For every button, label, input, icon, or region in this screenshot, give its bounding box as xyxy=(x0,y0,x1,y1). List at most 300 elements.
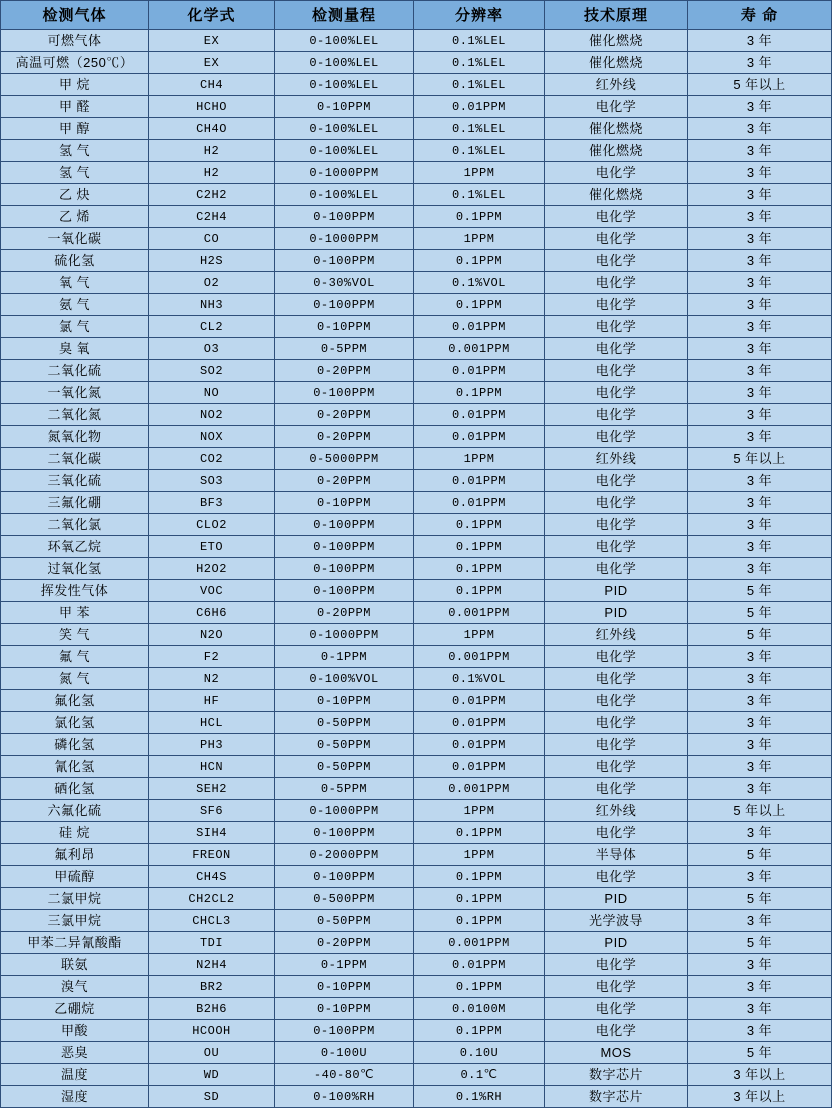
cell-range: 0-5PPM xyxy=(275,338,414,360)
cell-gas: 甲硫醇 xyxy=(1,866,149,888)
cell-formula: HCL xyxy=(149,712,275,734)
column-header-gas: 检测气体 xyxy=(1,1,149,30)
cell-gas: 乙硼烷 xyxy=(1,998,149,1020)
cell-range: 0-100PPM xyxy=(275,206,414,228)
cell-gas: 氟利昂 xyxy=(1,844,149,866)
cell-resolution: 0.001PPM xyxy=(414,602,545,624)
cell-formula: SD xyxy=(149,1086,275,1108)
cell-gas: 氟 气 xyxy=(1,646,149,668)
cell-principle: 电化学 xyxy=(545,536,688,558)
cell-resolution: 0.1PPM xyxy=(414,558,545,580)
cell-lifetime: 5 年 xyxy=(688,602,832,624)
cell-formula: SIH4 xyxy=(149,822,275,844)
cell-resolution: 0.01PPM xyxy=(414,426,545,448)
cell-resolution: 0.1PPM xyxy=(414,536,545,558)
cell-principle: 电化学 xyxy=(545,426,688,448)
cell-range: 0-100U xyxy=(275,1042,414,1064)
cell-formula: BR2 xyxy=(149,976,275,998)
table-row xyxy=(1,316,832,338)
table-row xyxy=(1,844,832,866)
table-row xyxy=(1,778,832,800)
cell-formula: F2 xyxy=(149,646,275,668)
table-row xyxy=(1,580,832,602)
cell-resolution: 0.1%LEL xyxy=(414,140,545,162)
cell-gas: 恶臭 xyxy=(1,1042,149,1064)
cell-range: 0-5000PPM xyxy=(275,448,414,470)
cell-gas: 一氧化氮 xyxy=(1,382,149,404)
cell-principle: 电化学 xyxy=(545,954,688,976)
cell-formula: CO xyxy=(149,228,275,250)
cell-lifetime: 3 年 xyxy=(688,140,832,162)
cell-gas: 氰化氢 xyxy=(1,756,149,778)
cell-gas: 氮氧化物 xyxy=(1,426,149,448)
table-row xyxy=(1,404,832,426)
cell-gas: 二氧化氯 xyxy=(1,514,149,536)
table-row xyxy=(1,624,832,646)
cell-formula: O3 xyxy=(149,338,275,360)
cell-lifetime: 5 年 xyxy=(688,888,832,910)
cell-resolution: 0.1%LEL xyxy=(414,52,545,74)
cell-gas: 磷化氢 xyxy=(1,734,149,756)
cell-principle: 电化学 xyxy=(545,646,688,668)
cell-formula: CH4 xyxy=(149,74,275,96)
cell-lifetime: 3 年 xyxy=(688,52,832,74)
cell-lifetime: 3 年以上 xyxy=(688,1086,832,1108)
cell-lifetime: 5 年 xyxy=(688,932,832,954)
table-row xyxy=(1,272,832,294)
cell-resolution: 0.01PPM xyxy=(414,316,545,338)
table-row xyxy=(1,932,832,954)
cell-formula: NO2 xyxy=(149,404,275,426)
cell-resolution: 0.01PPM xyxy=(414,470,545,492)
cell-resolution: 0.0100M xyxy=(414,998,545,1020)
table-row xyxy=(1,1064,832,1086)
cell-resolution: 0.001PPM xyxy=(414,338,545,360)
cell-gas: 溴气 xyxy=(1,976,149,998)
cell-range: 0-50PPM xyxy=(275,712,414,734)
table-row xyxy=(1,756,832,778)
cell-range: 0-1000PPM xyxy=(275,162,414,184)
cell-range: 0-1PPM xyxy=(275,954,414,976)
cell-principle: MOS xyxy=(545,1042,688,1064)
cell-principle: 光学波导 xyxy=(545,910,688,932)
cell-formula: VOC xyxy=(149,580,275,602)
cell-lifetime: 3 年 xyxy=(688,184,832,206)
cell-gas: 挥发性气体 xyxy=(1,580,149,602)
cell-principle: 数字芯片 xyxy=(545,1064,688,1086)
cell-formula: B2H6 xyxy=(149,998,275,1020)
cell-resolution: 0.10U xyxy=(414,1042,545,1064)
cell-resolution: 0.1PPM xyxy=(414,294,545,316)
cell-gas: 温度 xyxy=(1,1064,149,1086)
table-row xyxy=(1,294,832,316)
cell-lifetime: 5 年 xyxy=(688,580,832,602)
cell-resolution: 1PPM xyxy=(414,448,545,470)
cell-resolution: 0.1PPM xyxy=(414,976,545,998)
cell-formula: N2H4 xyxy=(149,954,275,976)
cell-principle: 数字芯片 xyxy=(545,1086,688,1108)
cell-principle: 电化学 xyxy=(545,866,688,888)
cell-range: 0-10PPM xyxy=(275,690,414,712)
cell-gas: 氯化氢 xyxy=(1,712,149,734)
cell-formula: CH4O xyxy=(149,118,275,140)
cell-formula: HCOOH xyxy=(149,1020,275,1042)
cell-resolution: 1PPM xyxy=(414,844,545,866)
cell-range: 0-100%LEL xyxy=(275,118,414,140)
cell-range: 0-100PPM xyxy=(275,514,414,536)
cell-range: 0-50PPM xyxy=(275,734,414,756)
cell-lifetime: 3 年 xyxy=(688,96,832,118)
cell-range: 0-10PPM xyxy=(275,316,414,338)
cell-gas: 甲 醛 xyxy=(1,96,149,118)
cell-range: 0-100%RH xyxy=(275,1086,414,1108)
cell-formula: PH3 xyxy=(149,734,275,756)
cell-lifetime: 3 年 xyxy=(688,294,832,316)
cell-lifetime: 3 年 xyxy=(688,646,832,668)
cell-formula: HF xyxy=(149,690,275,712)
table-row xyxy=(1,448,832,470)
cell-gas: 三氯甲烷 xyxy=(1,910,149,932)
cell-lifetime: 3 年 xyxy=(688,558,832,580)
cell-range: 0-1000PPM xyxy=(275,800,414,822)
cell-range: 0-100%LEL xyxy=(275,52,414,74)
cell-formula: CLO2 xyxy=(149,514,275,536)
cell-range: 0-20PPM xyxy=(275,932,414,954)
cell-resolution: 0.1%VOL xyxy=(414,272,545,294)
table-row xyxy=(1,162,832,184)
table-row xyxy=(1,426,832,448)
cell-formula: SEH2 xyxy=(149,778,275,800)
cell-formula: N2 xyxy=(149,668,275,690)
cell-range: 0-100%VOL xyxy=(275,668,414,690)
cell-formula: CL2 xyxy=(149,316,275,338)
cell-resolution: 0.1%LEL xyxy=(414,74,545,96)
cell-lifetime: 3 年 xyxy=(688,668,832,690)
cell-principle: 电化学 xyxy=(545,228,688,250)
cell-formula: C2H2 xyxy=(149,184,275,206)
cell-resolution: 1PPM xyxy=(414,624,545,646)
cell-principle: 电化学 xyxy=(545,250,688,272)
cell-range: 0-1PPM xyxy=(275,646,414,668)
cell-resolution: 0.001PPM xyxy=(414,932,545,954)
table-row xyxy=(1,602,832,624)
cell-range: 0-100%LEL xyxy=(275,74,414,96)
table-row xyxy=(1,30,832,52)
cell-principle: 电化学 xyxy=(545,382,688,404)
cell-formula: HCHO xyxy=(149,96,275,118)
cell-resolution: 0.1%LEL xyxy=(414,118,545,140)
cell-resolution: 0.01PPM xyxy=(414,690,545,712)
cell-formula: H2S xyxy=(149,250,275,272)
cell-range: 0-10PPM xyxy=(275,96,414,118)
cell-range: 0-10PPM xyxy=(275,998,414,1020)
cell-principle: 催化燃烧 xyxy=(545,118,688,140)
cell-gas: 甲 醇 xyxy=(1,118,149,140)
cell-gas: 三氟化硼 xyxy=(1,492,149,514)
cell-principle: 电化学 xyxy=(545,734,688,756)
cell-lifetime: 3 年 xyxy=(688,272,832,294)
table-row xyxy=(1,998,832,1020)
cell-range: 0-30%VOL xyxy=(275,272,414,294)
cell-lifetime: 5 年以上 xyxy=(688,448,832,470)
cell-formula: H2 xyxy=(149,140,275,162)
cell-gas: 氮 气 xyxy=(1,668,149,690)
cell-resolution: 0.1℃ xyxy=(414,1064,545,1086)
cell-gas: 氢 气 xyxy=(1,140,149,162)
cell-principle: 红外线 xyxy=(545,74,688,96)
cell-gas: 笑 气 xyxy=(1,624,149,646)
cell-formula: SO2 xyxy=(149,360,275,382)
cell-gas: 二氧化碳 xyxy=(1,448,149,470)
cell-range: 0-10PPM xyxy=(275,492,414,514)
cell-formula: SO3 xyxy=(149,470,275,492)
cell-resolution: 0.1PPM xyxy=(414,822,545,844)
cell-lifetime: 3 年 xyxy=(688,250,832,272)
cell-gas: 甲酸 xyxy=(1,1020,149,1042)
cell-principle: 催化燃烧 xyxy=(545,184,688,206)
table-row xyxy=(1,250,832,272)
table-row xyxy=(1,206,832,228)
cell-resolution: 0.1%LEL xyxy=(414,184,545,206)
cell-gas: 过氧化氢 xyxy=(1,558,149,580)
cell-principle: 红外线 xyxy=(545,448,688,470)
cell-principle: 电化学 xyxy=(545,668,688,690)
cell-principle: 电化学 xyxy=(545,822,688,844)
cell-principle: 电化学 xyxy=(545,976,688,998)
table-row xyxy=(1,668,832,690)
cell-lifetime: 3 年 xyxy=(688,30,832,52)
table-row xyxy=(1,52,832,74)
cell-range: 0-100%LEL xyxy=(275,30,414,52)
cell-gas: 乙 烯 xyxy=(1,206,149,228)
cell-lifetime: 3 年 xyxy=(688,206,832,228)
cell-principle: 催化燃烧 xyxy=(545,30,688,52)
cell-principle: 电化学 xyxy=(545,690,688,712)
cell-gas: 二氧化氮 xyxy=(1,404,149,426)
cell-principle: 红外线 xyxy=(545,800,688,822)
cell-lifetime: 3 年 xyxy=(688,492,832,514)
cell-formula: CHCL3 xyxy=(149,910,275,932)
cell-lifetime: 5 年 xyxy=(688,1042,832,1064)
cell-formula: NH3 xyxy=(149,294,275,316)
cell-lifetime: 3 年 xyxy=(688,756,832,778)
table-row xyxy=(1,866,832,888)
cell-lifetime: 3 年 xyxy=(688,316,832,338)
cell-formula: CO2 xyxy=(149,448,275,470)
table-row xyxy=(1,1042,832,1064)
cell-principle: 电化学 xyxy=(545,360,688,382)
table-header-row xyxy=(1,1,832,30)
table-row xyxy=(1,910,832,932)
table-row xyxy=(1,822,832,844)
cell-lifetime: 3 年 xyxy=(688,228,832,250)
cell-gas: 乙 炔 xyxy=(1,184,149,206)
cell-gas: 高温可燃（250℃） xyxy=(1,52,149,74)
table-header xyxy=(1,1,832,30)
cell-principle: 电化学 xyxy=(545,558,688,580)
cell-resolution: 0.001PPM xyxy=(414,646,545,668)
table-row xyxy=(1,976,832,998)
cell-lifetime: 5 年以上 xyxy=(688,800,832,822)
cell-principle: 催化燃烧 xyxy=(545,52,688,74)
cell-gas: 氟化氢 xyxy=(1,690,149,712)
cell-resolution: 1PPM xyxy=(414,162,545,184)
cell-formula: NOX xyxy=(149,426,275,448)
cell-resolution: 0.1%VOL xyxy=(414,668,545,690)
cell-lifetime: 3 年 xyxy=(688,778,832,800)
cell-range: 0-100PPM xyxy=(275,580,414,602)
cell-gas: 氧 气 xyxy=(1,272,149,294)
cell-principle: 半导体 xyxy=(545,844,688,866)
cell-formula: SF6 xyxy=(149,800,275,822)
table-row xyxy=(1,140,832,162)
table-row xyxy=(1,492,832,514)
cell-range: 0-100PPM xyxy=(275,558,414,580)
cell-gas: 甲苯二异氰酸酯 xyxy=(1,932,149,954)
cell-gas: 一氧化碳 xyxy=(1,228,149,250)
cell-range: 0-5PPM xyxy=(275,778,414,800)
cell-lifetime: 3 年 xyxy=(688,712,832,734)
cell-formula: H2O2 xyxy=(149,558,275,580)
cell-principle: 电化学 xyxy=(545,206,688,228)
table-row xyxy=(1,800,832,822)
table-row xyxy=(1,118,832,140)
table-row xyxy=(1,338,832,360)
cell-formula: N2O xyxy=(149,624,275,646)
cell-resolution: 0.1PPM xyxy=(414,250,545,272)
cell-lifetime: 3 年 xyxy=(688,470,832,492)
column-header-formula: 化学式 xyxy=(149,1,275,30)
cell-resolution: 0.1%RH xyxy=(414,1086,545,1108)
cell-range: 0-20PPM xyxy=(275,360,414,382)
cell-range: 0-20PPM xyxy=(275,602,414,624)
cell-principle: PID xyxy=(545,932,688,954)
cell-gas: 硅 烷 xyxy=(1,822,149,844)
cell-range: 0-100%LEL xyxy=(275,184,414,206)
cell-principle: 电化学 xyxy=(545,492,688,514)
cell-range: 0-20PPM xyxy=(275,470,414,492)
cell-lifetime: 3 年 xyxy=(688,910,832,932)
cell-gas: 联氨 xyxy=(1,954,149,976)
cell-gas: 环氧乙烷 xyxy=(1,536,149,558)
cell-principle: 电化学 xyxy=(545,404,688,426)
cell-lifetime: 3 年 xyxy=(688,690,832,712)
cell-lifetime: 3 年 xyxy=(688,998,832,1020)
cell-formula: NO xyxy=(149,382,275,404)
cell-gas: 硫化氢 xyxy=(1,250,149,272)
column-header-principle: 技术原理 xyxy=(545,1,688,30)
cell-lifetime: 3 年 xyxy=(688,162,832,184)
cell-formula: C2H4 xyxy=(149,206,275,228)
cell-formula: EX xyxy=(149,30,275,52)
cell-gas: 甲 烷 xyxy=(1,74,149,96)
cell-resolution: 0.1PPM xyxy=(414,1020,545,1042)
cell-gas: 可燃气体 xyxy=(1,30,149,52)
cell-gas: 六氟化硫 xyxy=(1,800,149,822)
cell-principle: PID xyxy=(545,580,688,602)
cell-principle: 电化学 xyxy=(545,96,688,118)
cell-gas: 氯 气 xyxy=(1,316,149,338)
cell-principle: 电化学 xyxy=(545,162,688,184)
cell-range: 0-100PPM xyxy=(275,1020,414,1042)
cell-formula: TDI xyxy=(149,932,275,954)
table-row xyxy=(1,690,832,712)
cell-formula: O2 xyxy=(149,272,275,294)
cell-lifetime: 3 年 xyxy=(688,360,832,382)
cell-lifetime: 5 年 xyxy=(688,624,832,646)
cell-gas: 甲 苯 xyxy=(1,602,149,624)
cell-formula: HCN xyxy=(149,756,275,778)
table-row xyxy=(1,74,832,96)
table-row xyxy=(1,888,832,910)
table-row xyxy=(1,514,832,536)
cell-principle: 电化学 xyxy=(545,338,688,360)
cell-resolution: 0.01PPM xyxy=(414,734,545,756)
cell-principle: 电化学 xyxy=(545,756,688,778)
cell-formula: C6H6 xyxy=(149,602,275,624)
cell-range: 0-500PPM xyxy=(275,888,414,910)
cell-lifetime: 3 年 xyxy=(688,338,832,360)
cell-range: 0-20PPM xyxy=(275,426,414,448)
cell-resolution: 0.01PPM xyxy=(414,360,545,382)
table-row xyxy=(1,470,832,492)
cell-resolution: 0.01PPM xyxy=(414,756,545,778)
cell-range: 0-50PPM xyxy=(275,756,414,778)
table-row xyxy=(1,184,832,206)
cell-lifetime: 5 年以上 xyxy=(688,74,832,96)
cell-resolution: 0.1PPM xyxy=(414,382,545,404)
table-row xyxy=(1,1086,832,1108)
cell-resolution: 0.1PPM xyxy=(414,888,545,910)
cell-lifetime: 3 年 xyxy=(688,118,832,140)
cell-principle: 电化学 xyxy=(545,470,688,492)
cell-formula: ETO xyxy=(149,536,275,558)
table-row xyxy=(1,1020,832,1042)
cell-resolution: 1PPM xyxy=(414,228,545,250)
cell-resolution: 0.1%LEL xyxy=(414,30,545,52)
cell-resolution: 0.1PPM xyxy=(414,866,545,888)
table-row xyxy=(1,382,832,404)
cell-principle: 红外线 xyxy=(545,624,688,646)
table-row xyxy=(1,96,832,118)
cell-range: 0-100PPM xyxy=(275,294,414,316)
cell-range: 0-100PPM xyxy=(275,382,414,404)
cell-principle: 电化学 xyxy=(545,712,688,734)
cell-range: 0-1000PPM xyxy=(275,228,414,250)
cell-gas: 臭 氧 xyxy=(1,338,149,360)
cell-principle: 电化学 xyxy=(545,778,688,800)
cell-lifetime: 3 年以上 xyxy=(688,1064,832,1086)
cell-resolution: 0.1PPM xyxy=(414,514,545,536)
cell-range: 0-100%LEL xyxy=(275,140,414,162)
cell-resolution: 0.1PPM xyxy=(414,580,545,602)
cell-gas: 二氯甲烷 xyxy=(1,888,149,910)
cell-principle: PID xyxy=(545,602,688,624)
cell-range: 0-100PPM xyxy=(275,536,414,558)
cell-resolution: 0.01PPM xyxy=(414,954,545,976)
cell-principle: 催化燃烧 xyxy=(545,140,688,162)
cell-formula: WD xyxy=(149,1064,275,1086)
cell-principle: 电化学 xyxy=(545,514,688,536)
cell-lifetime: 3 年 xyxy=(688,734,832,756)
table-row xyxy=(1,558,832,580)
column-header-resolution: 分辨率 xyxy=(414,1,545,30)
cell-gas: 氨 气 xyxy=(1,294,149,316)
table-row xyxy=(1,536,832,558)
cell-range: 0-50PPM xyxy=(275,910,414,932)
cell-principle: PID xyxy=(545,888,688,910)
cell-principle: 电化学 xyxy=(545,272,688,294)
